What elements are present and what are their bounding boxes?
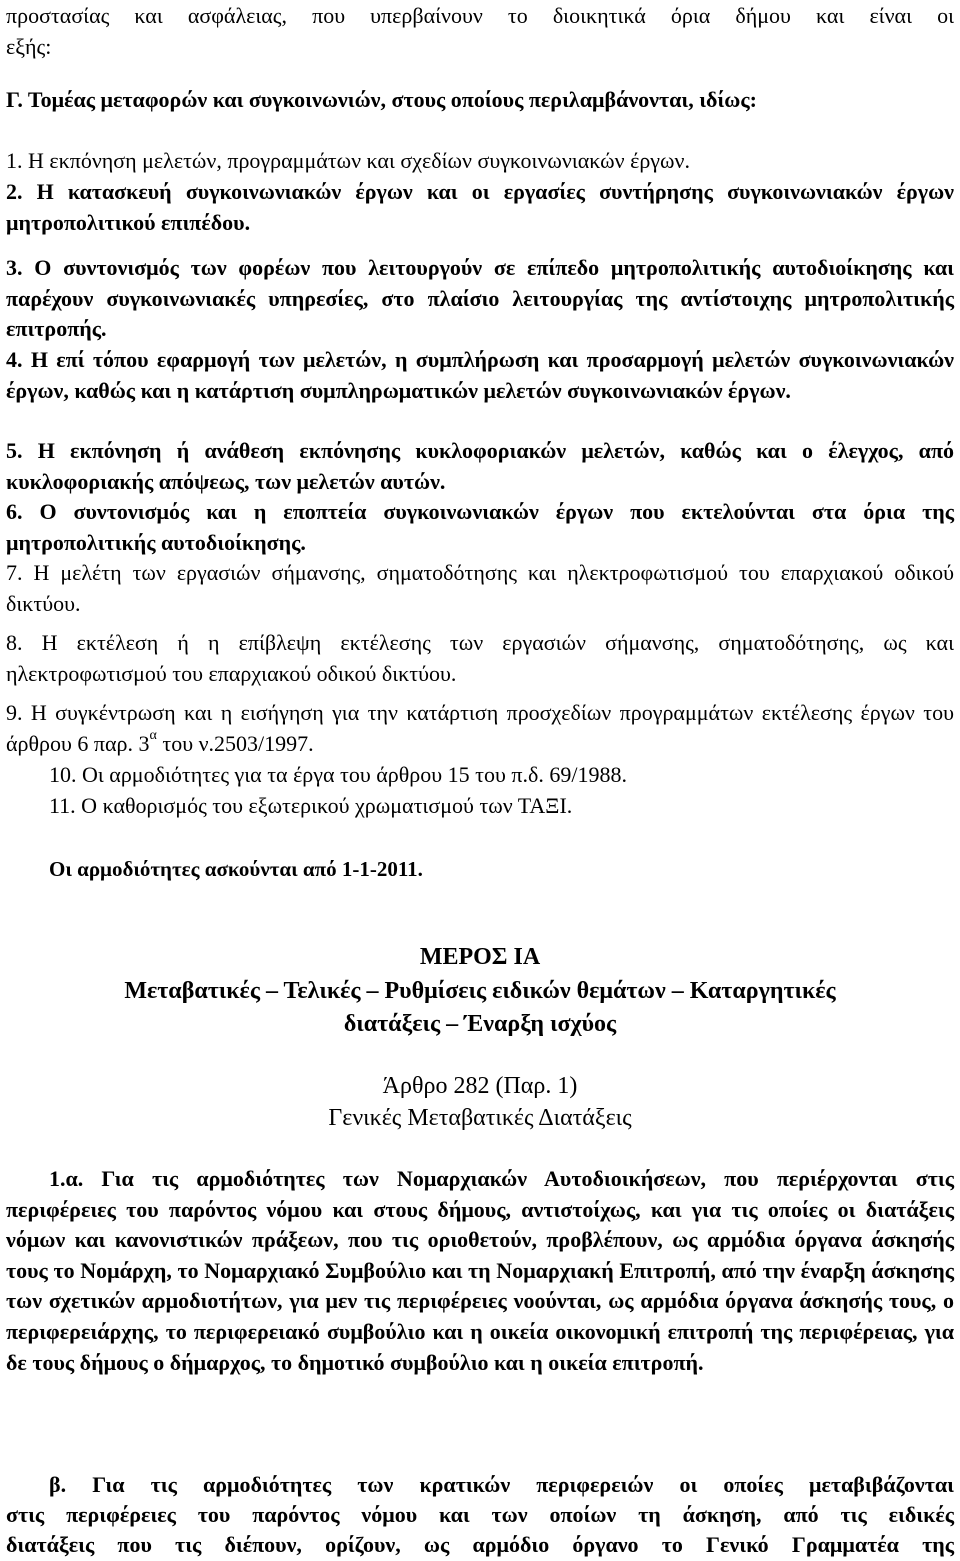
effective-date-note: Οι αρμοδιότητες ασκούνται από 1-1-2011.	[49, 857, 423, 881]
article-paragraph-b-line-2: στις περιφέρειες του παρόντος νόμου και των οποίων τη άσκηση, από τις ειδικές	[6, 1502, 954, 1527]
article-paragraph-1a: 1.α. Για τις αρμοδιότητες των Νομαρχιακών Αυτοδιοικήσεων, που περιέρχονται στις περιφέρειες του παρόντος νόμου και στους δήμους, αντιστοίχως, και για τις οποίες οι διατάξεις νόμων και κανονιστικών πράξεων, που τις οριοθετούν, προβλέπουν, ως αρμόδια όργανα άσκησής τους το Νομάρχη, το Νομαρχιακό Συμβούλιο και τη Νομαρχιακή Επιτροπή, από την έναρξη άσκησης των σχετικών αρμοδιοτήτων, για μεν τις περιφέρειες νοούνται, ως αρμόδια όργανα άσκησής τους, ο περιφερειάρχης, το περιφερειακό συμβούλιο και η οικεία οικονομική επιτροπή της περιφέρειας, για δε τους δήμους ο δήμαρχος, το δημοτικό συμβούλιο και η οικεία επιτροπή.	[6, 1166, 954, 1375]
article-title: Γενικές Μεταβατικές Διατάξεις	[328, 1105, 632, 1131]
sector-item-4: 4. Η επί τόπου εφαρμογή των μελετών, η συμπλήρωση και προσαρμογή μελετών συγκοινωνιακών έργων, καθώς και η κατάρτιση συμπληρωματικών μελετών συγκοινωνιακών έργων.	[6, 347, 954, 403]
sector-item-9-sup: α	[149, 728, 157, 744]
part-subtitle-line-2: διατάξεις – Έναρξη ισχύος	[343, 1011, 617, 1037]
sector-item-8: 8. Η εκτέλεση ή η επίβλεψη εκτέλεσης των εργασιών σήμανσης, σηματοδότησης, ως και ηλεκτροφωτισμού του επαρχιακού οδικού δικτύου.	[6, 630, 954, 686]
part-subtitle-line-1: Μεταβατικές – Τελικές – Ρυθμίσεις ειδικών θεμάτων – Καταργητικές	[124, 978, 836, 1004]
sector-item-9	[6, 698, 954, 759]
sector-item-1: 1. Η εκπόνηση μελετών, προγραμμάτων και σχεδίων συγκοινωνιακών έργων.	[6, 148, 690, 173]
part-title: ΜΕΡΟΣ ΙΑ	[419, 944, 541, 970]
sector-item-5: 5. Η εκπόνηση ή ανάθεση εκπόνησης κυκλοφοριακών μελετών, καθώς και ο έλεγχος, από κυκλοφοριακής απόψεως, των μελετών αυτών.	[6, 438, 954, 494]
sector-heading: Γ. Τομέας μεταφορών και συγκοινωνιών, στους οποίους περιλαμβάνονται, ιδίως:	[6, 87, 757, 112]
sector-item-3: 3. Ο συντονισμός των φορέων που λειτουργούν σε επίπεδο μητροπολιτικής αυτοδιοίκησης και παρέχουν συγκοινωνιακές υπηρεσίες, στο πλαίσιο λειτουργίας της αντίστοιχης μητροπολιτικής επιτροπής.	[6, 255, 954, 342]
sector-item-6: 6. Ο συντονισμός και η εποπτεία συγκοινωνιακών έργων που εκτελούνται στα όρια της μητροπολιτικής αυτοδιοίκησης.	[6, 499, 954, 555]
sector-item-10: 10. Οι αρμοδιότητες για τα έργα του άρθρου 15 του π.δ. 69/1988.	[49, 762, 627, 787]
intro-line-1: προστασίας και ασφάλειας, που υπερβαίνουν το διοικητικά όρια δήμου και είναι οι	[6, 3, 954, 28]
intro-line-2: εξής:	[6, 34, 52, 59]
sector-item-9-tail: του ν.2503/1997.	[156, 730, 314, 756]
article-number: Άρθρο 282 (Παρ. 1)	[382, 1073, 578, 1099]
sector-item-2: 2. Η κατασκευή συγκοινωνιακών έργων και οι εργασίες συντήρησης συγκοινωνιακών έργων μητροπολιτικού επιπέδου.	[6, 179, 954, 235]
sector-item-11: 11. Ο καθορισμός του εξωτερικού χρωματισμού των ΤΑΞΙ.	[49, 793, 573, 818]
article-paragraph-b-line-1: β. Για τις αρμοδιότητες των κρατικών περιφερειών οι οποίες μεταβιβάζονται	[49, 1472, 954, 1497]
article-paragraph-b-line-3: διατάξεις που τις διέπουν, ορίζουν, ως αρμόδιο όργανο το Γενικό Γραμματέα της	[6, 1532, 954, 1557]
sector-item-7: 7. Η μελέτη των εργασιών σήμανσης, σηματοδότησης και ηλεκτροφωτισμού του επαρχιακού οδικού δικτύου.	[6, 560, 954, 616]
sector-item-9-text: 9. Η συγκέντρωση και η εισήγηση για την κατάρτιση προσχεδίων προγραμμάτων εκτέλεσης έργων του άρθρου 6 παρ. 3	[6, 700, 954, 756]
